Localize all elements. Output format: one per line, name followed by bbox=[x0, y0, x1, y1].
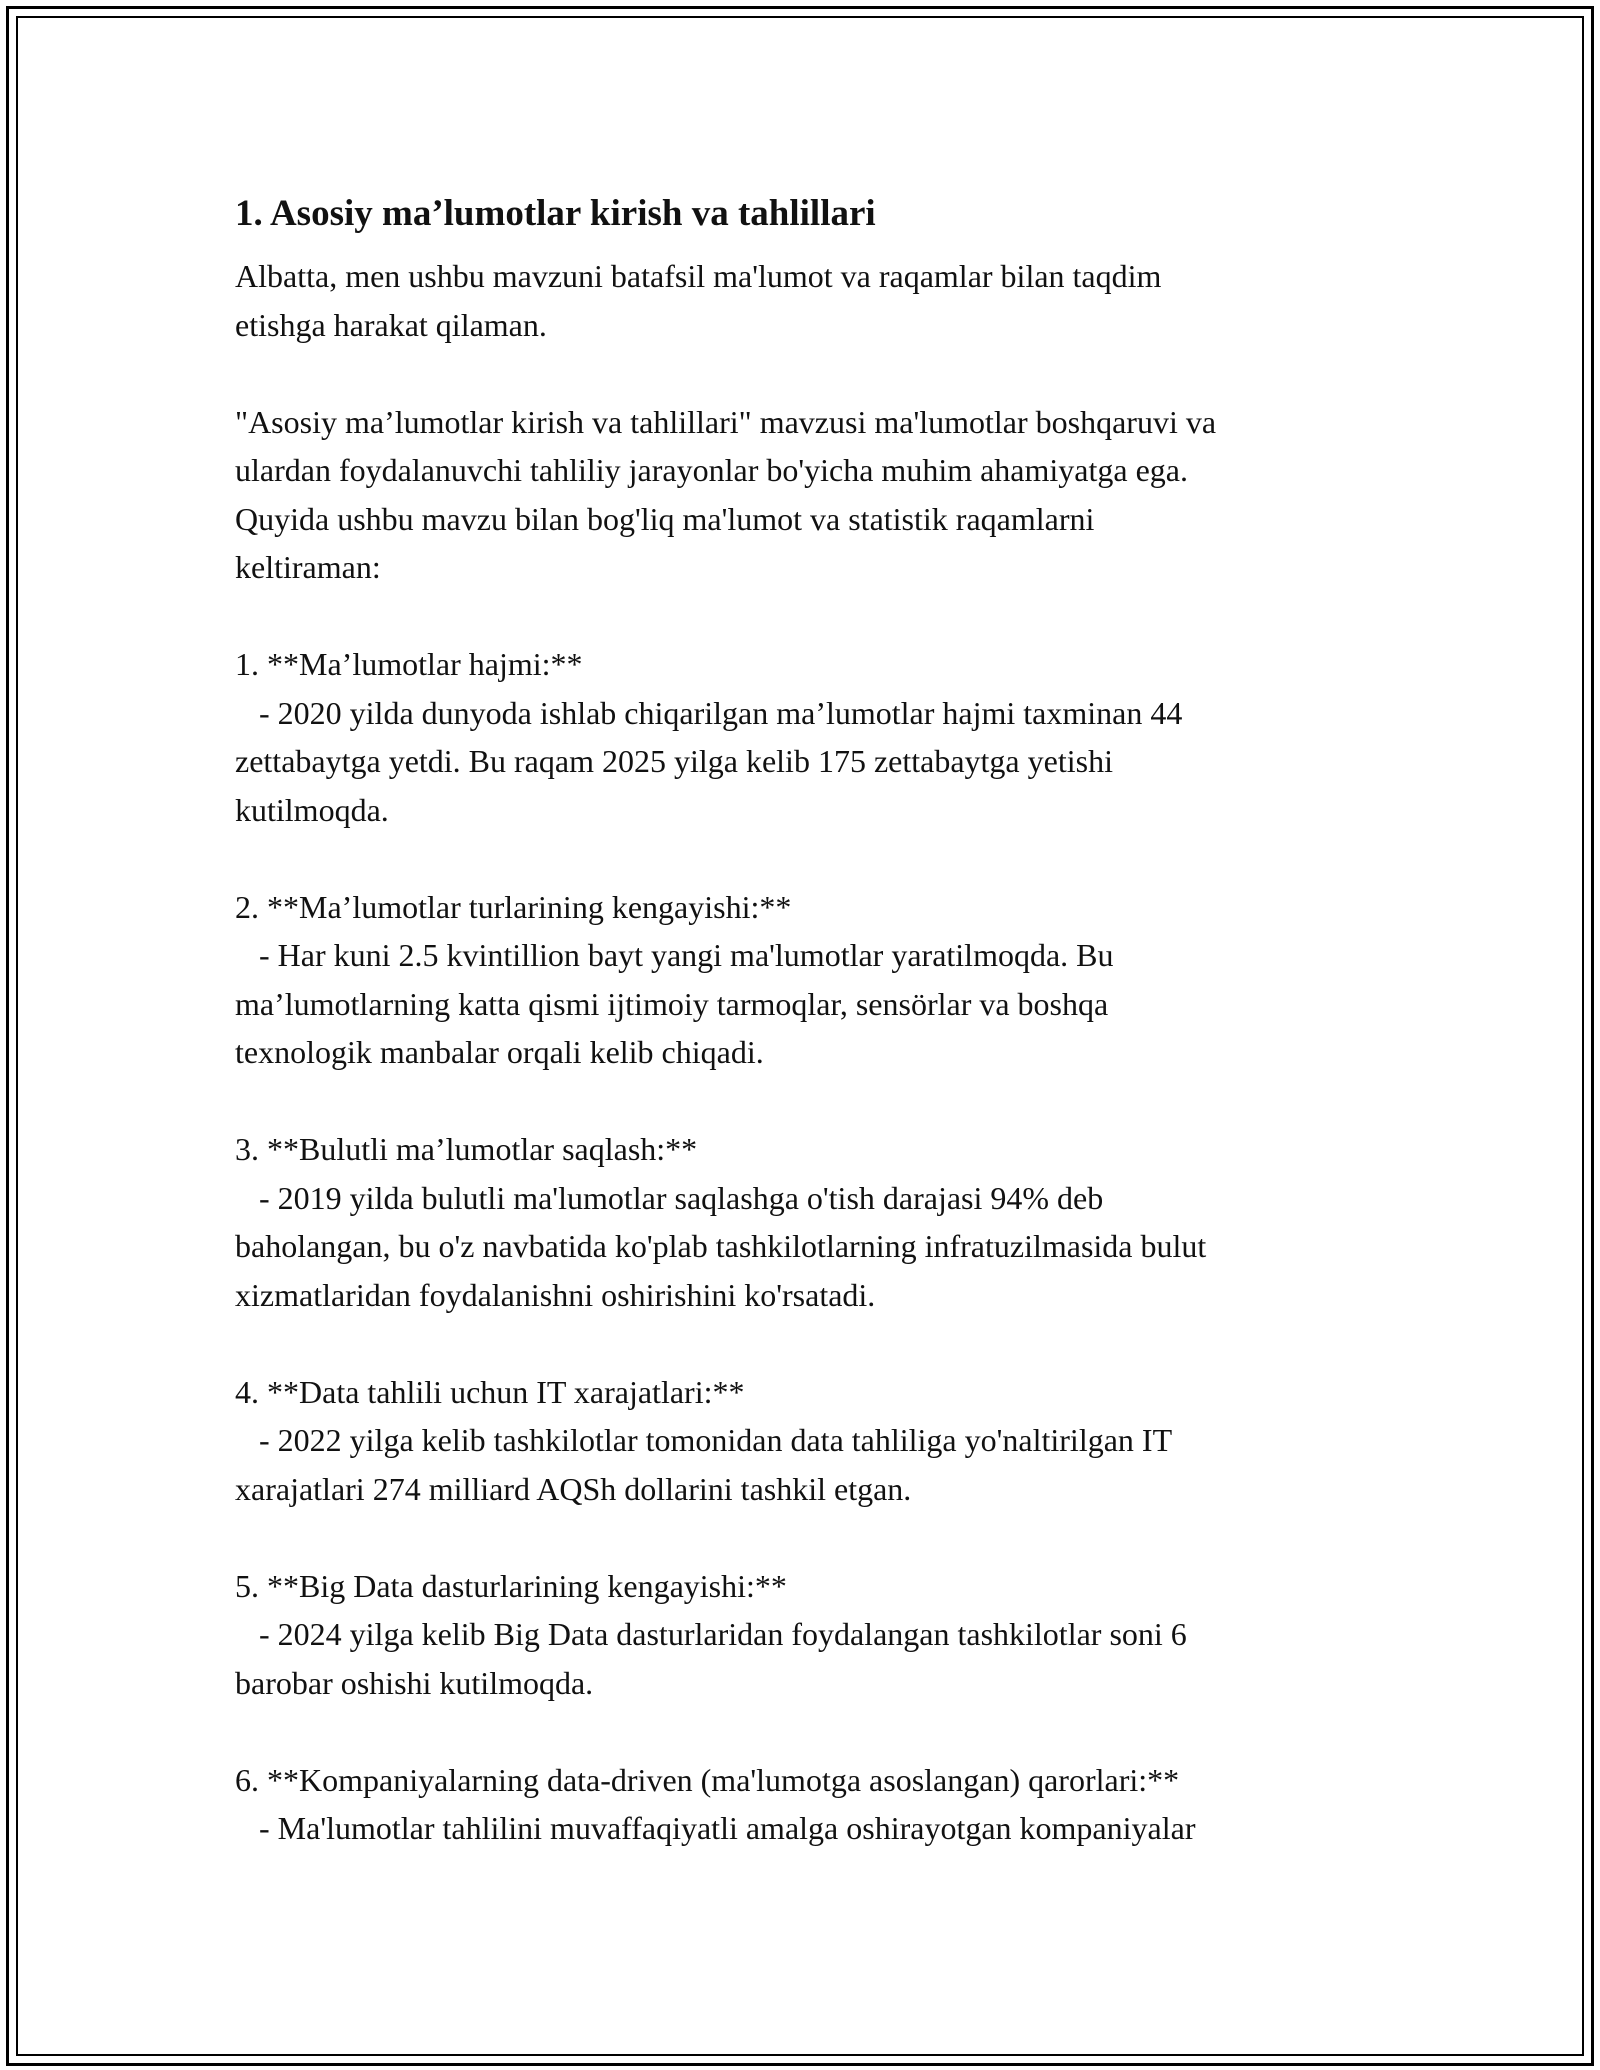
section-heading: 1. Asosiy ma’lumotlar kirish va tahlillari bbox=[235, 193, 876, 234]
list-item-title: 5. **Big Data dasturlarining kengayishi:** bbox=[235, 1567, 787, 1604]
list-item-text: - 2022 yilga kelib tashkilotlar tomonidan data tahliliga yo'naltirilgan IT bbox=[235, 1422, 1173, 1458]
blank-line bbox=[235, 1707, 1395, 1756]
list-item-text: - 2020 yilda dunyoda ishlab chiqarilgan ma’lumotlar hajmi taxminan 44 bbox=[235, 694, 1183, 731]
list-item-title: 3. **Bulutli ma’lumotlar saqlash:** bbox=[235, 1131, 698, 1167]
list-item-title: 1. **Ma’lumotlar hajmi:** bbox=[235, 646, 583, 682]
blank-line bbox=[235, 1077, 1395, 1126]
list-item-text: - Ma'lumotlar tahlilini muvaffaqiyatli amalga oshirayotgan kompaniyalar bbox=[235, 1810, 1196, 1846]
list-item-title: 4. **Data tahlili uchun IT xarajatlari:** bbox=[235, 1373, 745, 1410]
text-line: ulardan foydalanuvchi tahliliy jarayonlar bo'yicha muhim ahamiyatga ega. bbox=[235, 452, 1188, 488]
list-item-text: kutilmoqda. bbox=[235, 791, 389, 828]
document-body bbox=[235, 184, 1395, 1853]
text-line: Quyida ushbu mavzu bilan bog'liq ma'lumot va statistik raqamlarni bbox=[235, 500, 1095, 537]
blank-line bbox=[235, 834, 1395, 883]
list-item-title: 6. **Kompaniyalarning data-driven (ma'lumotga asoslangan) qarorlari:** bbox=[235, 1761, 1180, 1798]
list-item-title: 2. **Ma’lumotlar turlarining kengayishi:** bbox=[235, 888, 792, 925]
blank-line bbox=[235, 349, 1395, 398]
text-block bbox=[235, 252, 1395, 1853]
list-item-text: texnologik manbalar orqali kelib chiqadi. bbox=[235, 1034, 764, 1070]
list-item-text: xarajatlari 274 milliard AQSh dollarini tashkil etgan. bbox=[235, 1470, 912, 1507]
text-line: etishga harakat qilaman. bbox=[235, 306, 547, 343]
blank-line bbox=[235, 592, 1395, 641]
list-item-text: zettabaytga yetdi. Bu raqam 2025 yilga kelib 175 zettabaytga yetishi bbox=[235, 743, 1113, 779]
list-item-text: - 2024 yilga kelib Big Data dasturlaridan foydalangan tashkilotlar soni 6 bbox=[235, 1616, 1187, 1652]
list-item-text: barobar oshishi kutilmoqda. bbox=[235, 1664, 594, 1701]
text-line: keltiraman: bbox=[235, 549, 381, 585]
list-item-text: ma’lumotlarning katta qismi ijtimoiy tarmoqlar, sensörlar va boshqa bbox=[235, 985, 1109, 1022]
text-line: Albatta, men ushbu mavzuni batafsil ma'lumot va raqamlar bilan taqdim bbox=[235, 258, 1162, 294]
list-item-text: - 2019 yilda bulutli ma'lumotlar saqlashga o'tish darajasi 94% deb bbox=[235, 1179, 1104, 1216]
text-line: "Asosiy ma’lumotlar kirish va tahlillari" mavzusi ma'lumotlar boshqaruvi va bbox=[235, 403, 1217, 440]
blank-line bbox=[235, 1513, 1395, 1562]
blank-line bbox=[235, 1319, 1395, 1368]
list-item-text: xizmatlaridan foydalanishni oshirishini ko'rsatadi. bbox=[235, 1276, 876, 1313]
list-item-text: - Har kuni 2.5 kvintillion bayt yangi ma'lumotlar yaratilmoqda. Bu bbox=[235, 937, 1114, 973]
list-item-text: baholangan, bu o'z navbatida ko'plab tashkilotlarning infratuzilmasida bulut bbox=[235, 1228, 1207, 1264]
